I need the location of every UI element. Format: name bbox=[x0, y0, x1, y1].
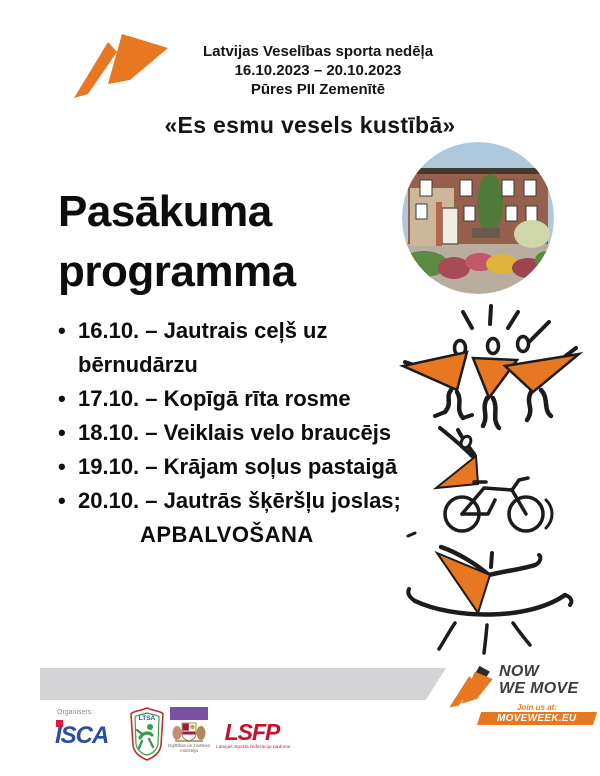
title-line-1: Latvijas Veselības sporta nedēļa bbox=[202, 43, 434, 60]
list-item bbox=[58, 450, 410, 484]
lsfp-logo-text: LSFP bbox=[224, 719, 280, 745]
moveweek-website-badge[interactable] bbox=[477, 712, 597, 725]
event-text: 16.10. – Jautrais ceļš uz bērnudārzu bbox=[78, 318, 328, 377]
event-list bbox=[58, 314, 410, 552]
organisers-label: Organisers: bbox=[57, 709, 94, 716]
award-line: APBALVOŠANA bbox=[140, 522, 314, 547]
ministry-coat-of-arms-icon bbox=[169, 721, 209, 743]
isca-logo bbox=[55, 718, 121, 750]
list-item bbox=[58, 382, 410, 416]
building-photo bbox=[402, 142, 554, 294]
event-slogan: «Es esmu vesels kustībā» bbox=[164, 112, 456, 138]
ministry-purple-flag-icon bbox=[170, 707, 208, 720]
bullet: • bbox=[58, 386, 66, 411]
ministry-logo-text: Izglītības un zinātnes ministrija bbox=[167, 743, 211, 753]
cyclist-illustration bbox=[400, 426, 575, 544]
ltsa-logo-text: LTSA bbox=[138, 715, 156, 722]
ltsa-shield-logo bbox=[128, 706, 166, 762]
bullet: • bbox=[58, 454, 66, 479]
event-title bbox=[168, 42, 468, 99]
nwm-text-now: NOW bbox=[499, 663, 540, 680]
bullet: • bbox=[58, 488, 66, 513]
isca-logo-text: ISCA bbox=[55, 722, 109, 749]
moveweek-arrow-logo bbox=[70, 24, 175, 114]
event-text: 20.10. – Jautrās šķēršļu joslas; bbox=[78, 488, 401, 513]
bullet: • bbox=[58, 420, 66, 445]
dancers-illustration bbox=[393, 298, 588, 446]
list-item bbox=[58, 484, 410, 518]
moveweek-website-text: MOVEWEEK.EU bbox=[497, 713, 577, 724]
list-item bbox=[58, 314, 410, 382]
building-photo-image bbox=[402, 142, 554, 294]
ministry-logo bbox=[168, 707, 210, 765]
lsfp-logo bbox=[216, 719, 291, 754]
nwm-text-we-move: WE MOVE bbox=[499, 680, 579, 697]
now-we-move-logo bbox=[447, 660, 597, 730]
event-text: 19.10. – Krājam soļus pastaigā bbox=[78, 454, 398, 479]
list-item bbox=[58, 416, 410, 450]
footer-bar bbox=[40, 668, 446, 700]
gymnast-illustration bbox=[393, 543, 588, 661]
program-heading: Pasākuma programma bbox=[58, 187, 296, 296]
title-line-3: Pūres PII Zemenītē bbox=[250, 81, 386, 98]
event-text: 18.10. – Veiklais velo braucējs bbox=[78, 420, 392, 445]
nwm-join-us-text: Join us at: bbox=[516, 703, 557, 712]
event-text: 17.10. – Kopīgā rīta rosme bbox=[78, 386, 351, 411]
lsfp-logo-subtitle: Latvijas Sporta federāciju padome bbox=[216, 744, 291, 749]
title-line-2: 16.10.2023 – 20.10.2023 bbox=[234, 62, 402, 79]
bullet: • bbox=[58, 318, 66, 343]
